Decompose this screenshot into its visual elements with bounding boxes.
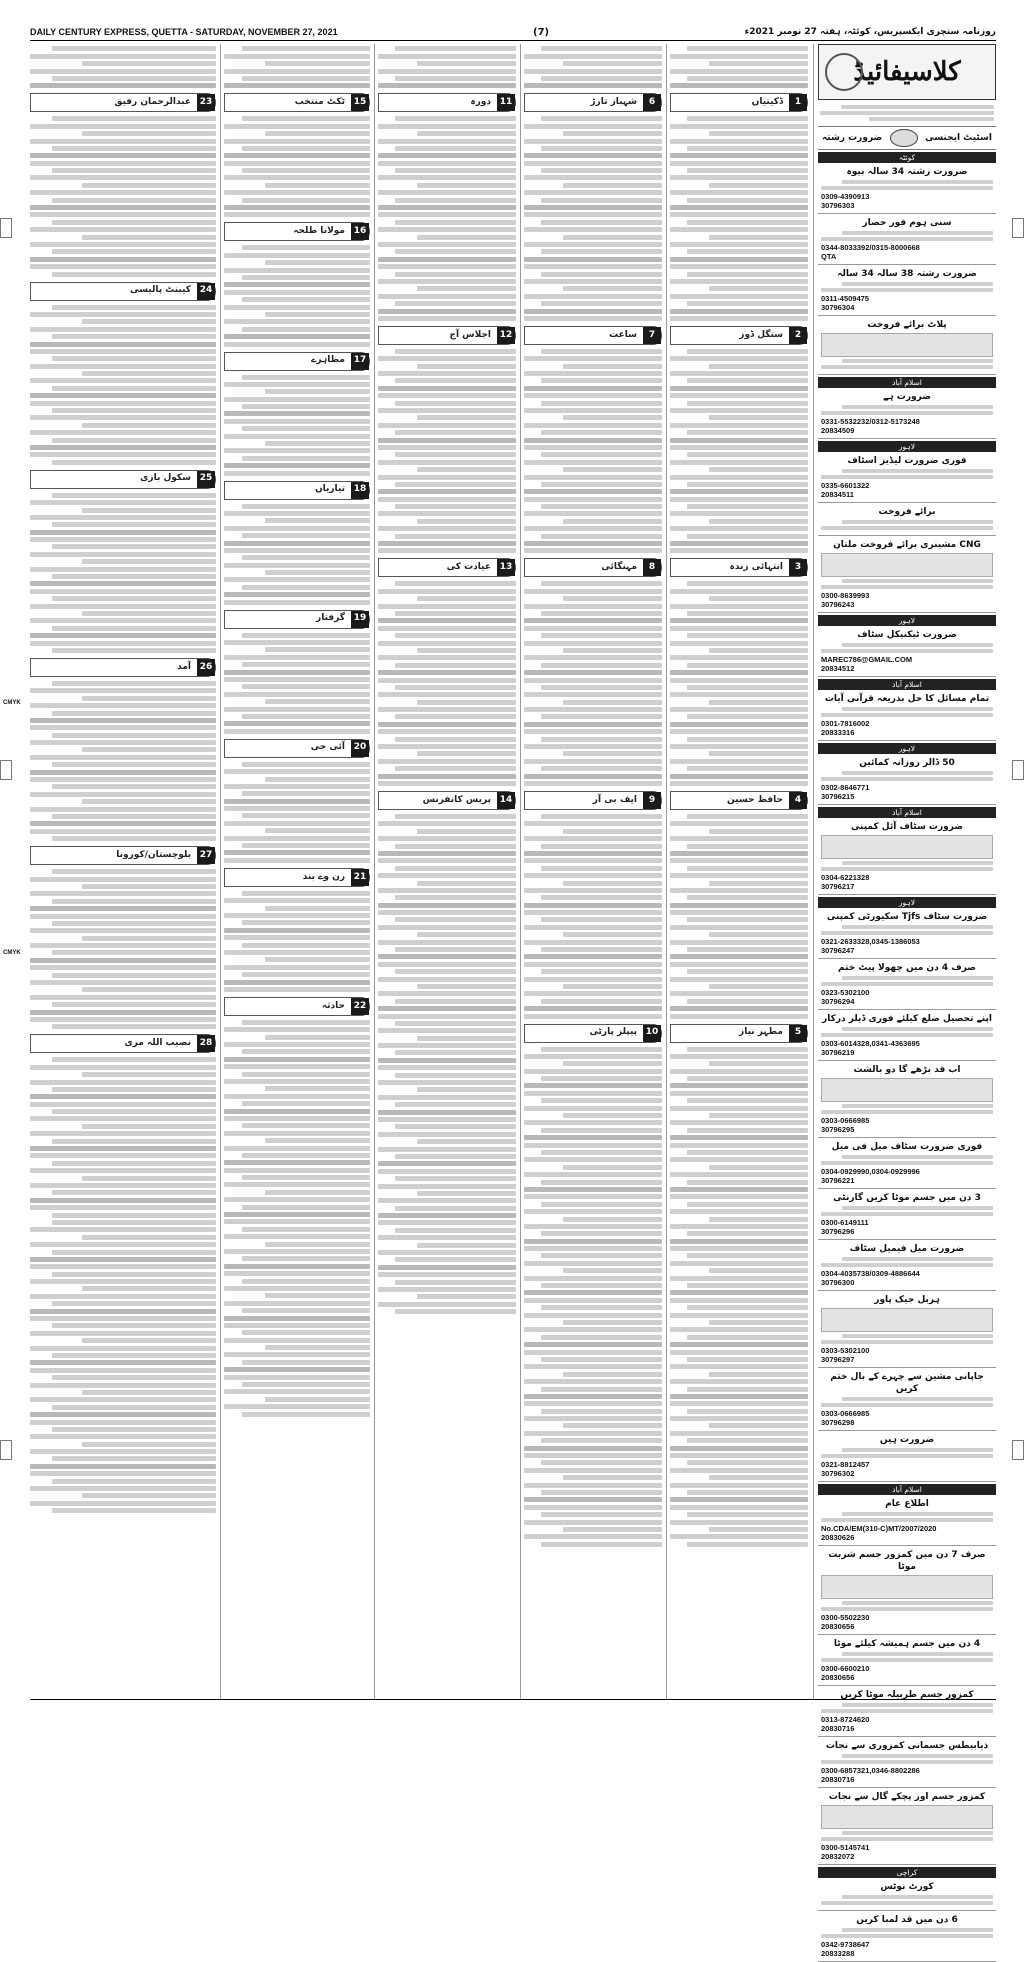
section-heading bbox=[378, 326, 516, 345]
classified-ad bbox=[818, 214, 996, 265]
classified-ad-title: اپنے تحصیل ضلع کیلئے فوری ڈیلر درکار bbox=[822, 1014, 992, 1024]
classified-ads-list bbox=[818, 163, 996, 1962]
classified-ad-title: ضرورت سٹاف Tjfs سکیورٹی کمپنی bbox=[826, 912, 988, 922]
cmyk-label: CMYK bbox=[3, 700, 21, 706]
classified-ad-title: ہربل جیک پاور bbox=[874, 1295, 940, 1305]
section-number: 22 bbox=[351, 998, 369, 1015]
section-heading bbox=[224, 222, 370, 241]
city-header-islamabad: اسلام آباد bbox=[818, 1484, 996, 1495]
registration-mark bbox=[0, 218, 12, 238]
city-header-karachi: کراچی bbox=[818, 1867, 996, 1878]
news-column-5 bbox=[30, 44, 216, 1700]
classified-ad-phone: 0304-6221328 bbox=[821, 873, 870, 882]
section-heading bbox=[224, 997, 370, 1016]
classified-ad-phone: 0309-4390913 bbox=[821, 192, 870, 201]
classified-ad-code: 20833316 bbox=[821, 728, 855, 737]
classified-ad-phone: 0300-8639993 bbox=[821, 591, 870, 600]
classified-ad-code: 20830716 bbox=[821, 1724, 855, 1733]
classified-ad-title: ذیابیطس جسمانی کمزوری سے نجات bbox=[825, 1741, 989, 1751]
classified-ad bbox=[818, 959, 996, 1010]
classified-ad-code: 30796303 bbox=[821, 201, 855, 210]
section-heading bbox=[224, 739, 370, 758]
classified-ad-title: ضرورت رشتہ 38 سالہ 34 سالہ bbox=[837, 269, 977, 279]
classifieds-intro bbox=[818, 100, 996, 127]
classified-ad bbox=[818, 1138, 996, 1189]
section-heading bbox=[224, 610, 370, 629]
classified-ad-code: 30796215 bbox=[821, 792, 855, 801]
section-number: 27 bbox=[197, 847, 215, 864]
classified-ad bbox=[818, 908, 996, 959]
city-header-lahore: لاہور bbox=[818, 743, 996, 754]
section-title: آمد bbox=[177, 661, 191, 672]
section-title: پریس کانفرنس bbox=[422, 794, 491, 805]
classified-ad-title: ضرورت رشتہ 34 سالہ بیوہ bbox=[846, 167, 968, 177]
classified-ad-phone: 0311-4509475 bbox=[821, 294, 869, 303]
section-number: 14 bbox=[497, 792, 515, 809]
classified-ad-phone: 0300-5502230 bbox=[821, 1613, 870, 1622]
classifieds-masthead: کلاسیفائیڈ bbox=[818, 44, 996, 100]
agency-logo-icon bbox=[890, 129, 918, 147]
section-heading bbox=[30, 282, 216, 301]
section-title: حادثہ bbox=[321, 1000, 345, 1011]
classified-ad bbox=[818, 1737, 996, 1788]
section-title: نصیب اللہ مری bbox=[124, 1038, 191, 1049]
section-title: گرفتار bbox=[316, 613, 345, 624]
ad-image-icon bbox=[821, 1078, 993, 1102]
section-heading bbox=[224, 352, 370, 371]
classified-ad-phone: No.CDA/EM(310-C)MT/2007/2020 bbox=[821, 1524, 937, 1533]
classified-ad bbox=[818, 1368, 996, 1431]
section-heading bbox=[30, 1034, 216, 1053]
classified-ad-title: 3 دن میں جسم موٹا کریں گارنٹی bbox=[833, 1193, 981, 1203]
classified-ad-phone: 0300-6600210 bbox=[821, 1664, 870, 1673]
classified-ad-code: 20832072 bbox=[821, 1852, 855, 1861]
section-title: ساعت bbox=[609, 329, 637, 340]
section-title: مہنگائی bbox=[601, 562, 637, 573]
section-number: 23 bbox=[197, 94, 215, 111]
registration-mark bbox=[0, 1440, 12, 1460]
classified-ad-code: 30796247 bbox=[821, 946, 855, 955]
section-heading bbox=[524, 93, 662, 112]
section-title: عیادت کی bbox=[446, 562, 491, 573]
classified-ad-phone: 0303-6014328,0341-4363695 bbox=[821, 1039, 920, 1048]
classified-ad-code: 20833288 bbox=[821, 1949, 855, 1958]
section-number: 6 bbox=[643, 94, 661, 111]
classified-ad-title: 4 دن میں جسم ہمیشہ کیلئے موٹا bbox=[833, 1639, 981, 1649]
classified-ad-code: 30796217 bbox=[821, 882, 855, 891]
classified-ad-title: پلاٹ برائے فروخت bbox=[867, 320, 947, 330]
classified-ad-code: 30796294 bbox=[821, 997, 855, 1006]
classified-ad-code: 20830716 bbox=[821, 1775, 855, 1784]
section-number: 13 bbox=[497, 559, 515, 576]
classified-ad bbox=[818, 1291, 996, 1368]
section-heading bbox=[378, 791, 516, 810]
section-heading bbox=[670, 1024, 808, 1043]
section-heading bbox=[30, 658, 216, 677]
classified-ad-title: ضرورت ہیں bbox=[879, 1435, 935, 1445]
section-title: رن وے بند bbox=[302, 871, 345, 882]
classified-ad-phone: 0331-5532232/0312-5173248 bbox=[821, 417, 920, 426]
classified-ad bbox=[818, 1431, 996, 1482]
city-header-lahore: لاہور bbox=[818, 441, 996, 452]
classified-ad-title: جاپانی مشین سے چہرے کے بال ختم کریں bbox=[830, 1372, 984, 1394]
classified-ad-code: 30796219 bbox=[821, 1048, 855, 1057]
section-heading bbox=[524, 791, 662, 810]
classified-ad-code: 20834509 bbox=[821, 426, 855, 435]
classified-ad-code: 30796295 bbox=[821, 1125, 855, 1134]
header-english-dateline: DAILY CENTURY EXPRESS, QUETTA - SATURDAY, NOVEMBER 27, 2021 bbox=[30, 27, 338, 37]
section-number: 16 bbox=[351, 223, 369, 240]
classified-ad-phone: 0323-5302100 bbox=[821, 988, 870, 997]
classified-ad-title: فوری ضرورت لیڈیز اسٹاف bbox=[847, 456, 967, 466]
classified-ad-title: کمزور جسم اور پچکے گال سے نجات bbox=[828, 1792, 986, 1802]
section-number: 5 bbox=[789, 1025, 807, 1042]
classified-ad-phone: 0344-8033392/0315-8000668 bbox=[821, 243, 920, 252]
columns-area bbox=[30, 44, 996, 1958]
classifieds-column bbox=[818, 44, 996, 1958]
classified-ad-code: 30796221 bbox=[821, 1176, 855, 1185]
section-heading bbox=[670, 558, 808, 577]
section-title: انتہائی زندہ bbox=[729, 562, 783, 573]
section-number: 15 bbox=[351, 94, 369, 111]
classified-ad-code: QTA bbox=[821, 252, 837, 261]
classified-ad bbox=[818, 1788, 996, 1865]
classified-ad-title: 6 دن میں قد لمبا کریں bbox=[856, 1915, 958, 1925]
section-number: 10 bbox=[643, 1025, 661, 1042]
classified-ad-code: 20834512 bbox=[821, 664, 855, 673]
city-header-lahore: لاہور bbox=[818, 897, 996, 908]
classified-ad-title: ضرورت ٹیکنیکل سٹاف bbox=[857, 630, 957, 640]
section-heading bbox=[524, 1024, 662, 1043]
section-heading bbox=[378, 558, 516, 577]
page-header bbox=[30, 24, 996, 41]
section-title: حافظ حسین bbox=[727, 794, 783, 805]
section-number: 8 bbox=[643, 559, 661, 576]
news-column-4 bbox=[224, 44, 370, 1700]
section-title: کیبنٹ پالیسی bbox=[130, 285, 191, 296]
classified-ad-phone: 0321-2633328,0345-1386053 bbox=[821, 937, 920, 946]
classified-ad-title: اطلاع عام bbox=[885, 1499, 929, 1509]
section-heading bbox=[224, 93, 370, 112]
classified-ad-title: سنی ہوم فور حصار bbox=[862, 218, 952, 228]
classified-ad bbox=[818, 265, 996, 316]
section-number: 17 bbox=[351, 353, 369, 370]
section-title: اجلاس آج bbox=[449, 329, 491, 340]
classified-ad-code: 20830656 bbox=[821, 1673, 855, 1682]
section-number: 7 bbox=[643, 327, 661, 344]
classified-ad-title: تمام مسائل کا حل بذریعہ قرآنی آیات bbox=[824, 694, 990, 704]
classified-ad-code: 20830656 bbox=[821, 1622, 855, 1631]
city-header-islamabad: اسلام آباد bbox=[818, 377, 996, 388]
classified-ad-title: ضرورت میل فیمیل سٹاف bbox=[849, 1244, 965, 1254]
section-heading bbox=[524, 326, 662, 345]
city-header-quetta: کوئٹہ bbox=[818, 152, 996, 163]
classified-ad-phone: 0302-8646771 bbox=[821, 783, 870, 792]
section-number: 24 bbox=[197, 283, 215, 300]
classified-ad-code: 20834511 bbox=[821, 490, 854, 499]
classified-ad-phone: 0300-6149111 bbox=[821, 1218, 869, 1227]
classified-ad bbox=[818, 1911, 996, 1962]
classified-ad bbox=[818, 754, 996, 805]
classified-ad-phone: 0304-0929990,0304-0929996 bbox=[821, 1167, 920, 1176]
classified-ad-title: CNG مشینری برائے فروخت ملتان bbox=[833, 540, 981, 550]
section-title: ایف بی آر bbox=[592, 794, 637, 805]
classified-ad-phone: 0303-0666985 bbox=[821, 1116, 870, 1125]
registration-mark bbox=[1012, 760, 1024, 780]
classified-ad bbox=[818, 316, 996, 375]
classified-ad bbox=[818, 1635, 996, 1686]
classified-ad-code: 30796243 bbox=[821, 600, 855, 609]
classified-ad bbox=[818, 1495, 996, 1546]
classified-ad bbox=[818, 1061, 996, 1138]
section-title: ڈکیتیاں bbox=[751, 97, 783, 108]
section-title: تیاریاں bbox=[314, 484, 345, 495]
agency-banner: اسٹیٹ ایجنسی ضرورت رشتہ bbox=[818, 127, 996, 150]
classified-ad-title: کورٹ نوٹس bbox=[880, 1882, 934, 1892]
section-number: 25 bbox=[197, 471, 215, 488]
section-heading bbox=[670, 93, 808, 112]
section-number: 12 bbox=[497, 327, 515, 344]
registration-mark bbox=[1012, 1440, 1024, 1460]
section-heading bbox=[670, 791, 808, 810]
classified-ad bbox=[818, 1546, 996, 1635]
classified-ad-phone: 0303-0666985 bbox=[821, 1409, 870, 1418]
classified-ad-code: 30796298 bbox=[821, 1418, 855, 1427]
cmyk-label: CMYK bbox=[3, 950, 21, 956]
classified-ad-code: 30796304 bbox=[821, 303, 855, 312]
section-number: 20 bbox=[351, 740, 369, 757]
classified-ad bbox=[818, 163, 996, 214]
ad-image-icon bbox=[821, 1575, 993, 1599]
classified-ad-phone: 0304-4035738/0309-4886644 bbox=[821, 1269, 920, 1278]
ad-image-icon bbox=[821, 1805, 993, 1829]
classified-ad-phone: 0303-5302100 bbox=[821, 1346, 870, 1355]
classified-ad-code: 30796300 bbox=[821, 1278, 855, 1287]
classified-ad-code: 30796302 bbox=[821, 1469, 855, 1478]
section-title: سکول بازی bbox=[140, 473, 191, 484]
classified-ad bbox=[818, 1240, 996, 1291]
section-title: عبدالرحمان رفیق bbox=[114, 97, 191, 108]
classified-ad-title: کمزور جسم طربیلہ موٹا کریں bbox=[840, 1690, 974, 1700]
section-title: پیپلز پارٹی bbox=[589, 1027, 637, 1038]
classified-ad-title: برائے فروخت bbox=[878, 507, 936, 517]
section-title: بلوچستان/کورونا bbox=[116, 849, 191, 860]
classified-ad bbox=[818, 690, 996, 741]
city-header-islamabad: اسلام آباد bbox=[818, 679, 996, 690]
classified-ad bbox=[818, 503, 996, 536]
header-urdu-dateline: روزنامہ سنچری ایکسپریس، کوئٹہ، ہفتہ 27 نومبر 2021ء bbox=[744, 27, 996, 37]
registration-mark bbox=[1012, 218, 1024, 238]
ad-image-icon bbox=[821, 835, 993, 859]
classified-ad-code: 20830626 bbox=[821, 1533, 855, 1542]
classified-ad-code: 30796297 bbox=[821, 1355, 855, 1364]
classified-ad-phone: 0321-8812457 bbox=[821, 1460, 870, 1469]
classified-ad bbox=[818, 818, 996, 895]
registration-mark bbox=[0, 760, 12, 780]
section-number: 2 bbox=[789, 327, 807, 344]
section-title: ٹکٹ منتخب bbox=[294, 97, 345, 108]
ad-image-icon bbox=[821, 1308, 993, 1332]
classified-ad-title: صرف 4 دن میں چھولا پیٹ ختم bbox=[837, 963, 977, 973]
section-title: مظاہرے bbox=[311, 355, 345, 366]
section-heading bbox=[670, 326, 808, 345]
page-number: (7) bbox=[533, 26, 550, 38]
classified-ad-title: ضرورت سٹاف آئل کمپنی bbox=[850, 822, 964, 832]
section-title: آئی جی bbox=[310, 742, 345, 753]
section-title: شہباز تارڑ bbox=[590, 97, 637, 108]
classified-ad bbox=[818, 536, 996, 613]
classified-ad-title: اب قد بڑھے گا دو بالشت bbox=[853, 1065, 961, 1075]
section-title: دورہ bbox=[470, 97, 491, 108]
section-heading bbox=[30, 93, 216, 112]
section-title: مولانا طلحہ bbox=[293, 226, 345, 237]
section-number: 3 bbox=[789, 559, 807, 576]
section-heading bbox=[224, 868, 370, 887]
section-heading bbox=[30, 470, 216, 489]
classified-ad bbox=[818, 452, 996, 503]
ad-image-icon bbox=[821, 553, 993, 577]
section-number: 19 bbox=[351, 611, 369, 628]
classified-ad-phone: 0342-9738647 bbox=[821, 1940, 870, 1949]
classified-ad-title: 50 ڈالر روزانہ کمائیں bbox=[859, 758, 955, 768]
classified-ad-title: صرف 7 دن میں کمزور جسم شربت موٹا bbox=[828, 1550, 986, 1572]
newspaper-page bbox=[30, 24, 996, 1958]
city-header-islamabad: اسلام آباد bbox=[818, 807, 996, 818]
section-heading bbox=[378, 93, 516, 112]
section-number: 26 bbox=[197, 659, 215, 676]
classified-ad-phone: 0301-7816002 bbox=[821, 719, 870, 728]
classified-ad bbox=[818, 1010, 996, 1061]
classified-ad-phone: 0300-5145741 bbox=[821, 1843, 870, 1852]
news-column-2 bbox=[524, 44, 662, 1700]
classified-ad bbox=[818, 1878, 996, 1911]
classified-ad-title: ضرورت ہے bbox=[883, 392, 931, 402]
section-heading bbox=[224, 481, 370, 500]
section-number: 9 bbox=[643, 792, 661, 809]
ad-image-icon bbox=[821, 333, 993, 357]
classified-ad-phone: MAREC786@GMAIL.COM bbox=[821, 655, 913, 664]
section-title: سنگل ڈوز bbox=[739, 329, 783, 340]
masthead-graphic-icon bbox=[825, 53, 863, 91]
classified-ad bbox=[818, 1189, 996, 1240]
classified-ad-phone: 0313-8724620 bbox=[821, 1715, 870, 1724]
classified-ad bbox=[818, 1686, 996, 1737]
classified-ad-code: 30796296 bbox=[821, 1227, 855, 1236]
classified-ad-title: فوری ضرورت سٹاف میل فی میل bbox=[831, 1142, 983, 1152]
classified-ad-phone: 0335-6601322 bbox=[821, 481, 870, 490]
section-number: 21 bbox=[351, 869, 369, 886]
section-title: مطہر نیاز bbox=[739, 1027, 783, 1038]
section-number: 28 bbox=[197, 1035, 215, 1052]
news-column-1 bbox=[670, 44, 808, 1700]
classified-ad bbox=[818, 388, 996, 439]
city-header-lahore: لاہور bbox=[818, 615, 996, 626]
section-number: 1 bbox=[789, 94, 807, 111]
classified-ad-phone: 0300-6857321,0346-8802286 bbox=[821, 1766, 920, 1775]
page-footer-rule bbox=[30, 1699, 996, 1700]
section-heading bbox=[524, 558, 662, 577]
section-number: 18 bbox=[351, 482, 369, 499]
section-heading bbox=[30, 846, 216, 865]
section-number: 11 bbox=[497, 94, 515, 111]
section-number: 4 bbox=[789, 792, 807, 809]
news-column-3 bbox=[378, 44, 516, 1700]
classified-ad bbox=[818, 626, 996, 677]
